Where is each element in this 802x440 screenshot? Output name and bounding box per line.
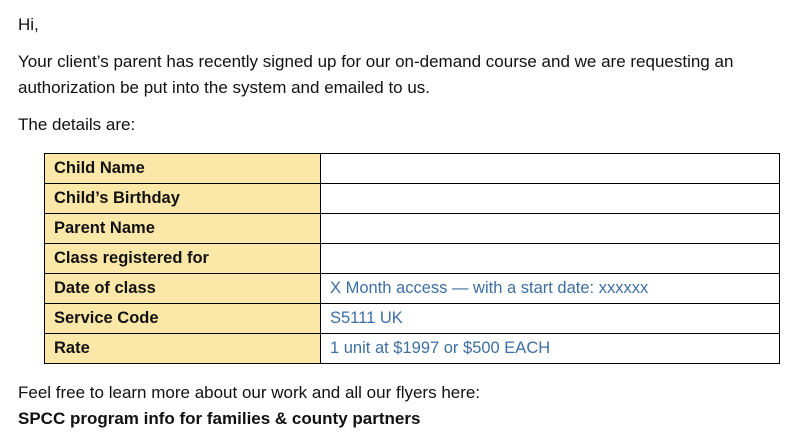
table-row-child-birthday: [45, 184, 780, 214]
table-label-cell: Class registered for: [45, 244, 321, 274]
table-row-parent-name: [45, 214, 780, 244]
table-row-rate: [45, 334, 780, 364]
table-value-cell: 1 unit at $1997 or $500 EACH: [321, 334, 780, 364]
table-row-child-name: [45, 154, 780, 184]
program-info-link[interactable]: SPCC program info for families & county partners: [18, 409, 421, 428]
table-value-cell: S5111 UK: [321, 304, 780, 334]
table-row-date-of-class: [45, 274, 780, 304]
footer-text: Feel free to learn more about our work and all our flyers here:: [18, 383, 481, 402]
greeting-text: Hi,: [18, 15, 39, 34]
table-value-cell: X Month access — with a start date: xxxxxx: [321, 274, 780, 304]
table-row-service-code: [45, 304, 780, 334]
table-label-cell: Service Code: [45, 304, 321, 334]
table-value-cell: [321, 184, 780, 214]
table-label-cell: Date of class: [45, 274, 321, 304]
table-label-cell: Child’s Birthday: [45, 184, 321, 214]
table-value-cell: [321, 154, 780, 184]
table-label-cell: Parent Name: [45, 214, 321, 244]
table-value-cell: [321, 244, 780, 274]
details-table: [44, 153, 780, 364]
table-value-cell: [321, 214, 780, 244]
intro-paragraph: Your client’s parent has recently signed up for our on-demand course and we are requesting an authorization be put into the system and emailed to us.: [18, 52, 734, 97]
table-row-class-registered: [45, 244, 780, 274]
details-label: The details are:: [18, 115, 136, 134]
table-label-cell: Rate: [45, 334, 321, 364]
table-label-cell: Child Name: [45, 154, 321, 184]
